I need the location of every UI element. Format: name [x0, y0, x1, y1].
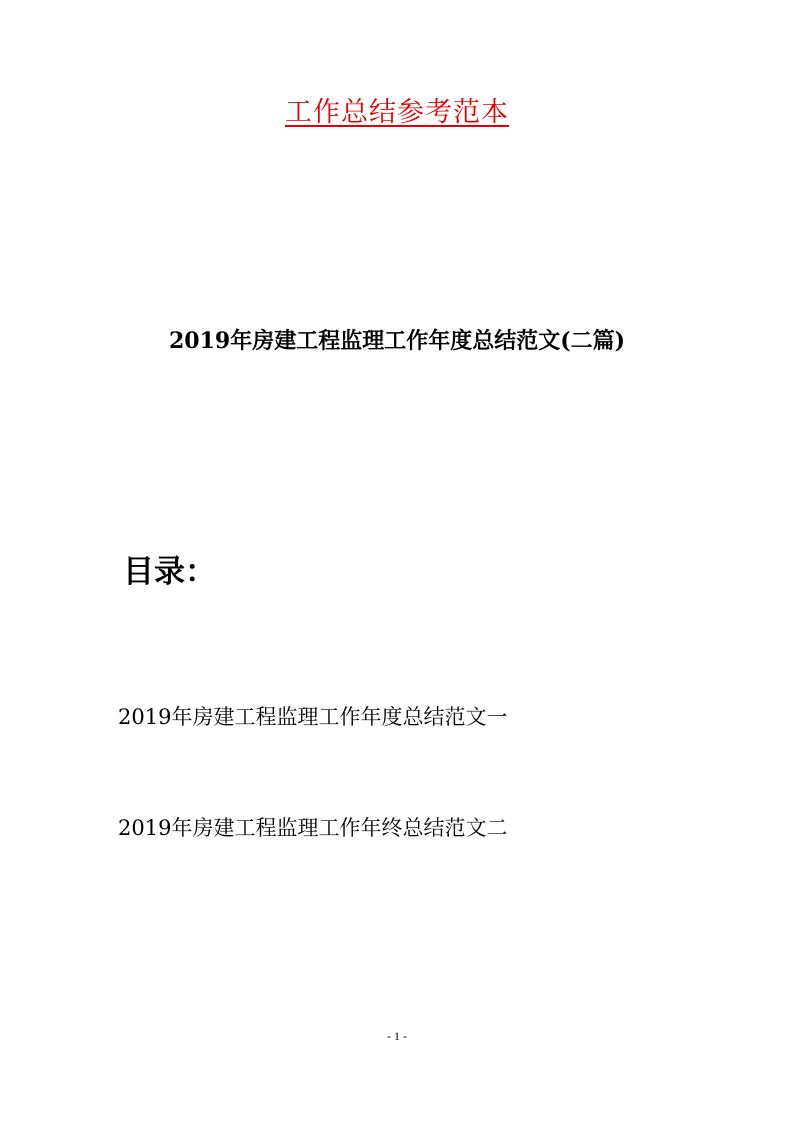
toc-item: 2019年房建工程监理工作年终总结范文二 [118, 816, 508, 840]
toc-item: 2019年房建工程监理工作年度总结范文一 [118, 705, 508, 729]
page-number: - 1 - [387, 1029, 407, 1043]
toc-heading: 目录： [123, 554, 216, 590]
header-title: 工作总结参考范本 [285, 97, 509, 128]
document-title: 2019年房建工程监理工作年度总结范文(二篇) [168, 328, 626, 354]
